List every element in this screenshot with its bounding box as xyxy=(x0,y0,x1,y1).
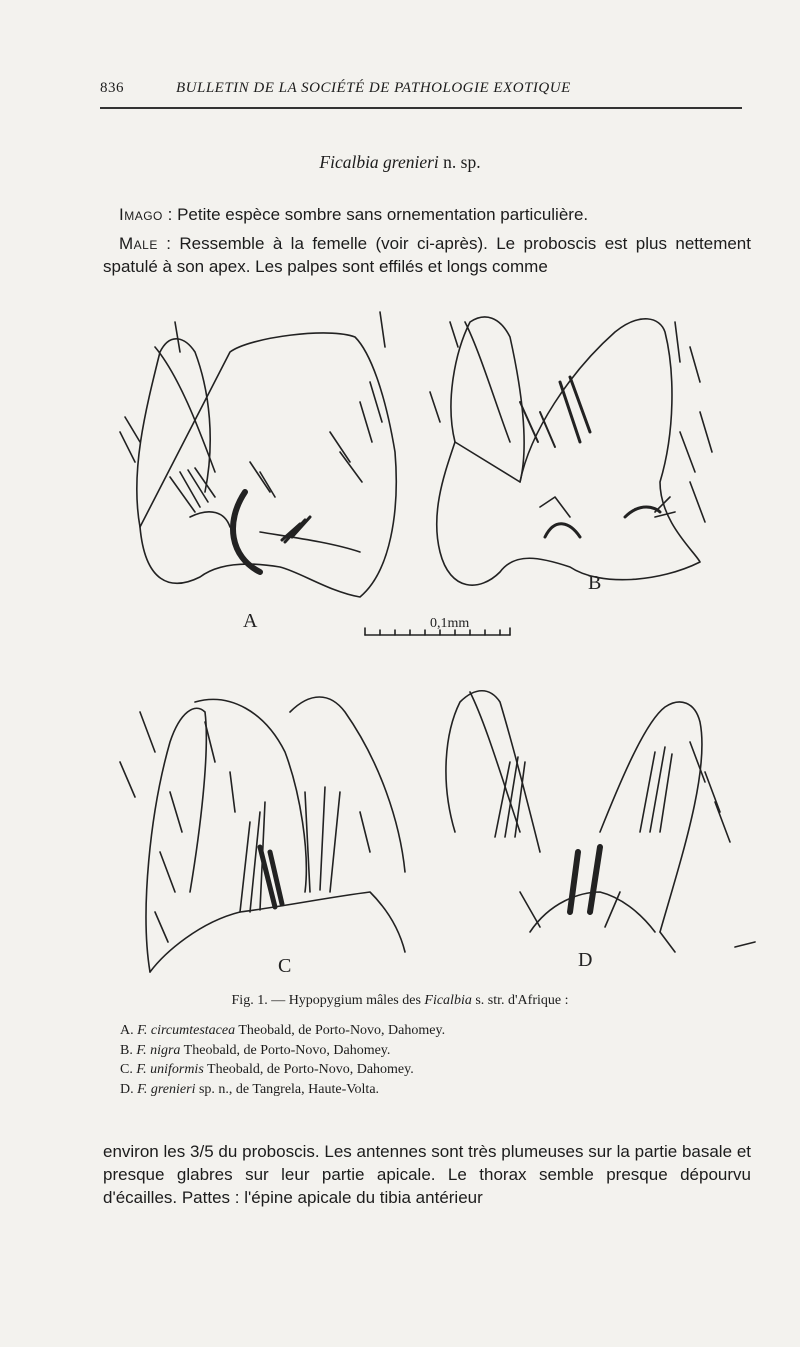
caption-item-letter: A. xyxy=(120,1023,134,1038)
caption-genus: Ficalbia xyxy=(424,993,472,1008)
caption-item-species: F. nigra xyxy=(136,1042,181,1058)
hypopygium-figure xyxy=(100,292,760,982)
panel-label-b: B xyxy=(588,572,602,594)
panel-label-d: D xyxy=(578,949,593,971)
panel-b-drawing xyxy=(430,317,712,585)
imago-label: Imago xyxy=(119,205,163,224)
caption-suffix: s. str. d'Afrique : xyxy=(471,993,569,1008)
running-header xyxy=(100,80,742,104)
caption-prefix: Fig. 1. — Hypopygium mâles des xyxy=(231,993,425,1008)
caption-item-b xyxy=(120,1041,720,1061)
caption-item-d xyxy=(120,1080,720,1100)
figure-caption-title xyxy=(0,993,800,1009)
panel-c-drawing xyxy=(120,697,405,972)
journal-title: BULLETIN DE LA SOCIÉTÉ DE PATHOLOGIE EXOTIQUE xyxy=(176,80,571,96)
caption-item-c xyxy=(120,1060,720,1080)
page-number: 836 xyxy=(100,80,124,96)
species-name: Ficalbia grenieri xyxy=(319,152,439,172)
caption-item-letter: C. xyxy=(120,1062,133,1077)
imago-paragraph xyxy=(103,203,751,226)
male-paragraph xyxy=(103,232,751,278)
caption-item-species: F. circumtestacea xyxy=(137,1023,236,1038)
male-text: : Ressemble à la femelle (voir ci-après). Le proboscis est plus nettement spatulé à son apex. Les palpes sont effilés et longs comme xyxy=(103,234,751,276)
panel-a-drawing xyxy=(120,312,396,597)
species-title xyxy=(0,152,800,173)
scale-label: 0,1mm xyxy=(430,616,470,631)
caption-item-species: F. grenieri xyxy=(137,1081,196,1097)
species-suffix: n. sp. xyxy=(443,152,481,172)
panel-label-a: A xyxy=(243,610,258,632)
continuation-paragraph: environ les 3/5 du proboscis. Les antennes sont très plumeuses sur la partie basale et presque glabres sur leur partie apicale. Le thorax semble presque dépourvu d'écailles. Pattes : l'épine apicale du tibia antérieur xyxy=(103,1142,751,1207)
panel-label-c: C xyxy=(278,955,292,977)
caption-item-text: Theobald, de Porto-Novo, Dahomey. xyxy=(180,1042,391,1058)
male-label: Male xyxy=(119,234,158,253)
caption-item-letter: B. xyxy=(120,1042,133,1058)
imago-text: : Petite espèce sombre sans ornementation particulière. xyxy=(162,205,589,224)
caption-item-text: sp. n., de Tangrela, Haute-Volta. xyxy=(195,1081,380,1097)
caption-item-species: F. uniformis xyxy=(136,1062,204,1077)
figure-caption-list xyxy=(120,1021,720,1099)
caption-item-text: Theobald, de Porto-Novo, Dahomey. xyxy=(203,1062,414,1077)
figure-drawing xyxy=(100,292,760,982)
panel-d-drawing xyxy=(446,691,755,952)
caption-item-text: Theobald, de Porto-Novo, Dahomey. xyxy=(235,1023,446,1038)
caption-item-letter: D. xyxy=(120,1081,134,1097)
header-rule xyxy=(100,107,742,109)
caption-item-a xyxy=(120,1021,720,1041)
